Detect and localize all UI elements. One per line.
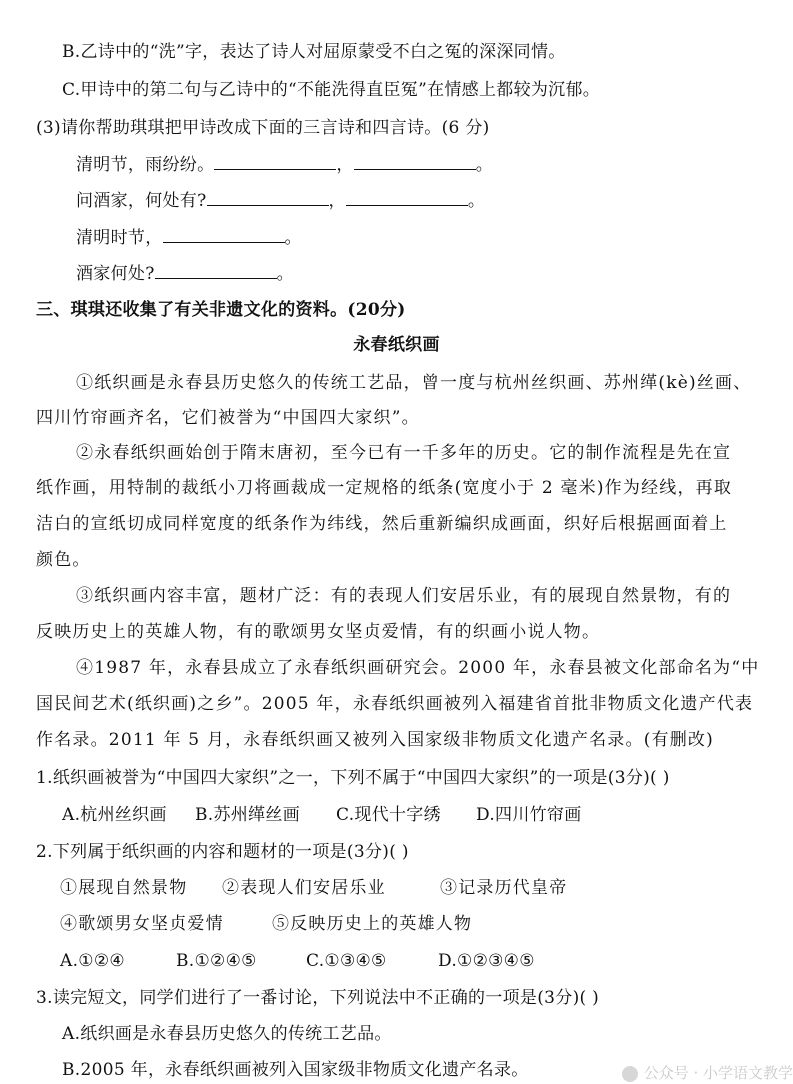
q2-item-3: ③记录历代皇帝 xyxy=(440,878,568,898)
q3-line-4-text: 酒家何处? xyxy=(76,264,155,284)
answer-blank[interactable] xyxy=(207,189,329,206)
watermark-text: 公众号 · 小学语文教学 xyxy=(643,1064,793,1082)
q3-line-1-text: 清明节，雨纷纷。 xyxy=(76,155,215,175)
q3b-prompt: 3.读完短文，同学们进行了一番讨论，下列说法中不正确的一项是(3分)( ) xyxy=(36,988,600,1008)
answer-blank[interactable] xyxy=(163,226,285,243)
q3-line-1 xyxy=(76,153,493,177)
q3-line-3-text: 清明时节， xyxy=(76,228,163,248)
q1-option-d[interactable]: D.四川竹帘画 xyxy=(476,805,582,825)
q2-item-4: ④歌颂男女坚贞爱情 xyxy=(60,914,224,934)
wechat-icon xyxy=(622,1066,638,1082)
article-title: 永春纸织画 xyxy=(353,335,440,355)
section-heading: 三、琪琪还收集了有关非遗文化的资料。(20分) xyxy=(36,300,406,320)
answer-blank[interactable] xyxy=(155,262,277,279)
article-p4-line2: 国民间艺术(纸织画)之乡”。2005 年，永春纸织画被列入福建省首批非物质文化遗产代表 xyxy=(36,694,754,714)
q2-option-c[interactable]: C.①③④⑤ xyxy=(306,951,387,971)
option-b-prev: B.乙诗中的“洗”字，表达了诗人对屈原蒙受不白之冤的深深同情。 xyxy=(62,42,566,62)
q3-line-2 xyxy=(76,189,485,213)
q3-line-4 xyxy=(76,262,294,286)
article-p1-line1: ①纸织画是永春县历史悠久的传统工艺品，曾一度与杭州丝织画、苏州缂(kè)丝画、 xyxy=(76,373,752,393)
q1-option-c[interactable]: C.现代十字绣 xyxy=(336,805,441,825)
option-c-prev: C.甲诗中的第二句与乙诗中的“不能洗得直臣冤”在情感上都较为沉郁。 xyxy=(62,80,601,100)
answer-blank[interactable] xyxy=(354,153,476,170)
article-p2-line4: 颜色。 xyxy=(36,550,91,570)
comma: ， xyxy=(336,155,354,175)
q2-option-a[interactable]: A.①②④ xyxy=(60,951,125,971)
q3-prompt: (3)请你帮助琪琪把甲诗改成下面的三言诗和四言诗。(6 分) xyxy=(36,118,490,138)
q2-option-d[interactable]: D.①②③④⑤ xyxy=(438,951,535,971)
article-p2-line1: ②永春纸织画始创于隋末唐初，至今已有一千多年的历史。它的制作流程是先在宣 xyxy=(76,443,732,463)
q2-item-1: ①展现自然景物 xyxy=(60,878,188,898)
q2-item-5: ⑤反映历史上的英雄人物 xyxy=(272,914,473,934)
q3b-option-a[interactable]: A.纸织画是永春县历史悠久的传统工艺品。 xyxy=(62,1024,392,1044)
article-p1-line2: 四川竹帘画齐名，它们被誉为“中国四大家织”。 xyxy=(36,408,420,428)
q1-option-b[interactable]: B.苏州缂丝画 xyxy=(195,805,300,825)
article-p2-line3: 洁白的宣纸切成同样宽度的纸条作为纬线，然后重新编织成画面，织好后根据画面着上 xyxy=(36,514,728,534)
comma: ， xyxy=(328,191,346,211)
period: 。 xyxy=(276,264,294,284)
answer-blank[interactable] xyxy=(346,189,468,206)
q3-line-2-text: 问酒家，何处有? xyxy=(76,191,207,211)
article-p4-line1: ④1987 年，永春县成立了永春纸织画研究会。2000 年，永春县被文化部命名为“中 xyxy=(76,658,760,678)
period: 。 xyxy=(284,228,302,248)
q3-line-3 xyxy=(76,226,302,250)
article-p2-line2: 纸作画，用特制的裁纸小刀将画裁成一定规格的纸条(宽度小于 2 毫米)作为经线，再取 xyxy=(36,478,733,498)
period: 。 xyxy=(467,191,486,211)
article-p3-line2: 反映历史上的英雄人物，有的歌颂男女坚贞爱情，有的织画小说人物。 xyxy=(36,622,601,642)
q3b-option-b[interactable]: B.2005 年，永春纸织画被列入国家级非物质文化遗产名录。 xyxy=(62,1060,529,1080)
article-p3-line1: ③纸织画内容丰富，题材广泛：有的表现人们安居乐业，有的展现自然景物，有的 xyxy=(76,586,732,606)
period: 。 xyxy=(475,155,494,175)
q1-option-a[interactable]: A.杭州丝织画 xyxy=(62,805,167,825)
answer-blank[interactable] xyxy=(214,153,336,170)
q2-item-2: ②表现人们安居乐业 xyxy=(222,878,386,898)
q2-option-b[interactable]: B.①②④⑤ xyxy=(176,951,257,971)
article-p4-line3: 作名录。2011 年 5 月，永春纸织画又被列入国家级非物质文化遗产名录。(有删改) xyxy=(36,730,714,750)
q1-prompt: 1.纸织画被誉为“中国四大家织”之一，下列不属于“中国四大家织”的一项是(3分)( ) xyxy=(36,768,670,788)
watermark xyxy=(622,1062,793,1083)
q2-prompt: 2.下列属于纸织画的内容和题材的一项是(3分)( ) xyxy=(36,842,409,862)
